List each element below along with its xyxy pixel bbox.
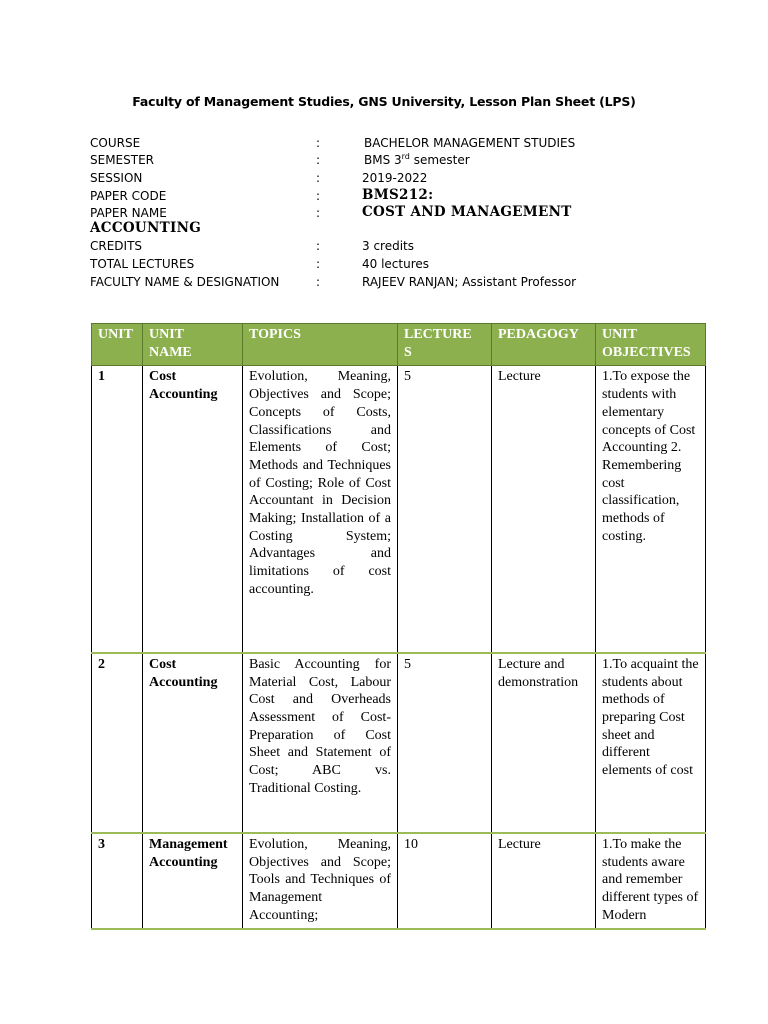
unit-number: 2 [92,653,143,833]
colon: : [316,153,321,167]
colon: : [316,275,321,289]
table-row [92,366,706,653]
credits-value: 3 credits [362,239,415,253]
faculty-value: RAJEEV RANJAN; Assistant Professor [362,275,577,289]
session-value: 2019-2022 [362,171,428,185]
table-row [92,833,706,930]
unit-lectures: 10 [398,833,492,930]
credits-label: CREDITS [90,239,143,253]
course-value: BACHELOR MANAGEMENT STUDIES [364,136,576,150]
info-faculty [90,275,690,293]
unit-lectures: 5 [398,653,492,833]
colon: : [316,257,321,271]
unit-topics: Basic Accounting for Material Cost, Labour Cost and Overheads Assessment of Cost-Preparation of Cost Sheet and Statement of Cost; ABC vs. Traditional Costing. [243,653,398,833]
paper-code-label: PAPER CODE [90,189,167,203]
paper-name-label: PAPER NAME [90,206,167,220]
unit-topics: Evolution, Meaning, Objectives and Scope; Concepts of Costs, Classifications and Elements of Cost; Methods and Techniques of Costing; Role of Cost Accountant in Decision Making; Installation of a Costing System; Advantages and limitations of cost accounting. [243,366,398,653]
colon: : [316,136,321,150]
unit-pedagogy: Lecture and demonstration [492,653,596,833]
paper-code-value: BMS212: [362,187,434,203]
faculty-label: FACULTY NAME & DESIGNATION [90,275,280,289]
unit-name: Cost Accounting [143,653,243,833]
unit-objectives: 1.To acquaint the students about methods of preparing Cost sheet and different elements of cost [596,653,706,833]
table-header-row [92,324,706,366]
unit-name: Management Accounting [143,833,243,930]
colon: : [316,189,321,203]
total-lectures-label: TOTAL LECTURES [90,257,195,271]
colon: : [316,206,321,220]
course-label: COURSE [90,136,141,150]
header-unit: UNIT [92,324,143,366]
header-pedagogy: PEDAGOGY [492,324,596,366]
unit-pedagogy: Lecture [492,833,596,930]
unit-pedagogy: Lecture [492,366,596,653]
unit-name: Cost Accounting [143,366,243,653]
colon: : [316,239,321,253]
page-title: Faculty of Management Studies, GNS University, Lesson Plan Sheet (LPS) [132,94,636,109]
unit-topics: Evolution, Meaning, Objectives and Scope; Tools and Techniques of Management Accounting; [243,833,398,930]
header-topics: TOPICS [243,324,398,366]
total-lectures-value: 40 lectures [362,257,430,271]
info-total-lectures [90,257,690,275]
semester-value: BMS 3rd semester [364,152,470,167]
header-unit-name: UNIT NAME [143,324,243,366]
lesson-plan-table [91,323,706,930]
unit-objectives: 1.To expose the students with elementary concepts of Cost Accounting 2. Remembering cost classification, methods of costing. [596,366,706,653]
unit-number: 3 [92,833,143,930]
paper-name-continuation: ACCOUNTING [90,220,202,236]
session-label: SESSION [90,171,143,185]
unit-number: 1 [92,366,143,653]
paper-name-value: COST AND MANAGEMENT [362,204,572,220]
header-lectures: LECTURE S [398,324,492,366]
semester-label: SEMESTER [90,153,155,167]
colon: : [316,171,321,185]
unit-lectures: 5 [398,366,492,653]
table-row [92,653,706,833]
info-credits [90,239,690,257]
unit-objectives: 1.To make the students aware and remember different types of Modern [596,833,706,930]
header-objectives: UNIT OBJECTIVES [596,324,706,366]
info-course [90,136,690,154]
info-semester [90,153,690,171]
